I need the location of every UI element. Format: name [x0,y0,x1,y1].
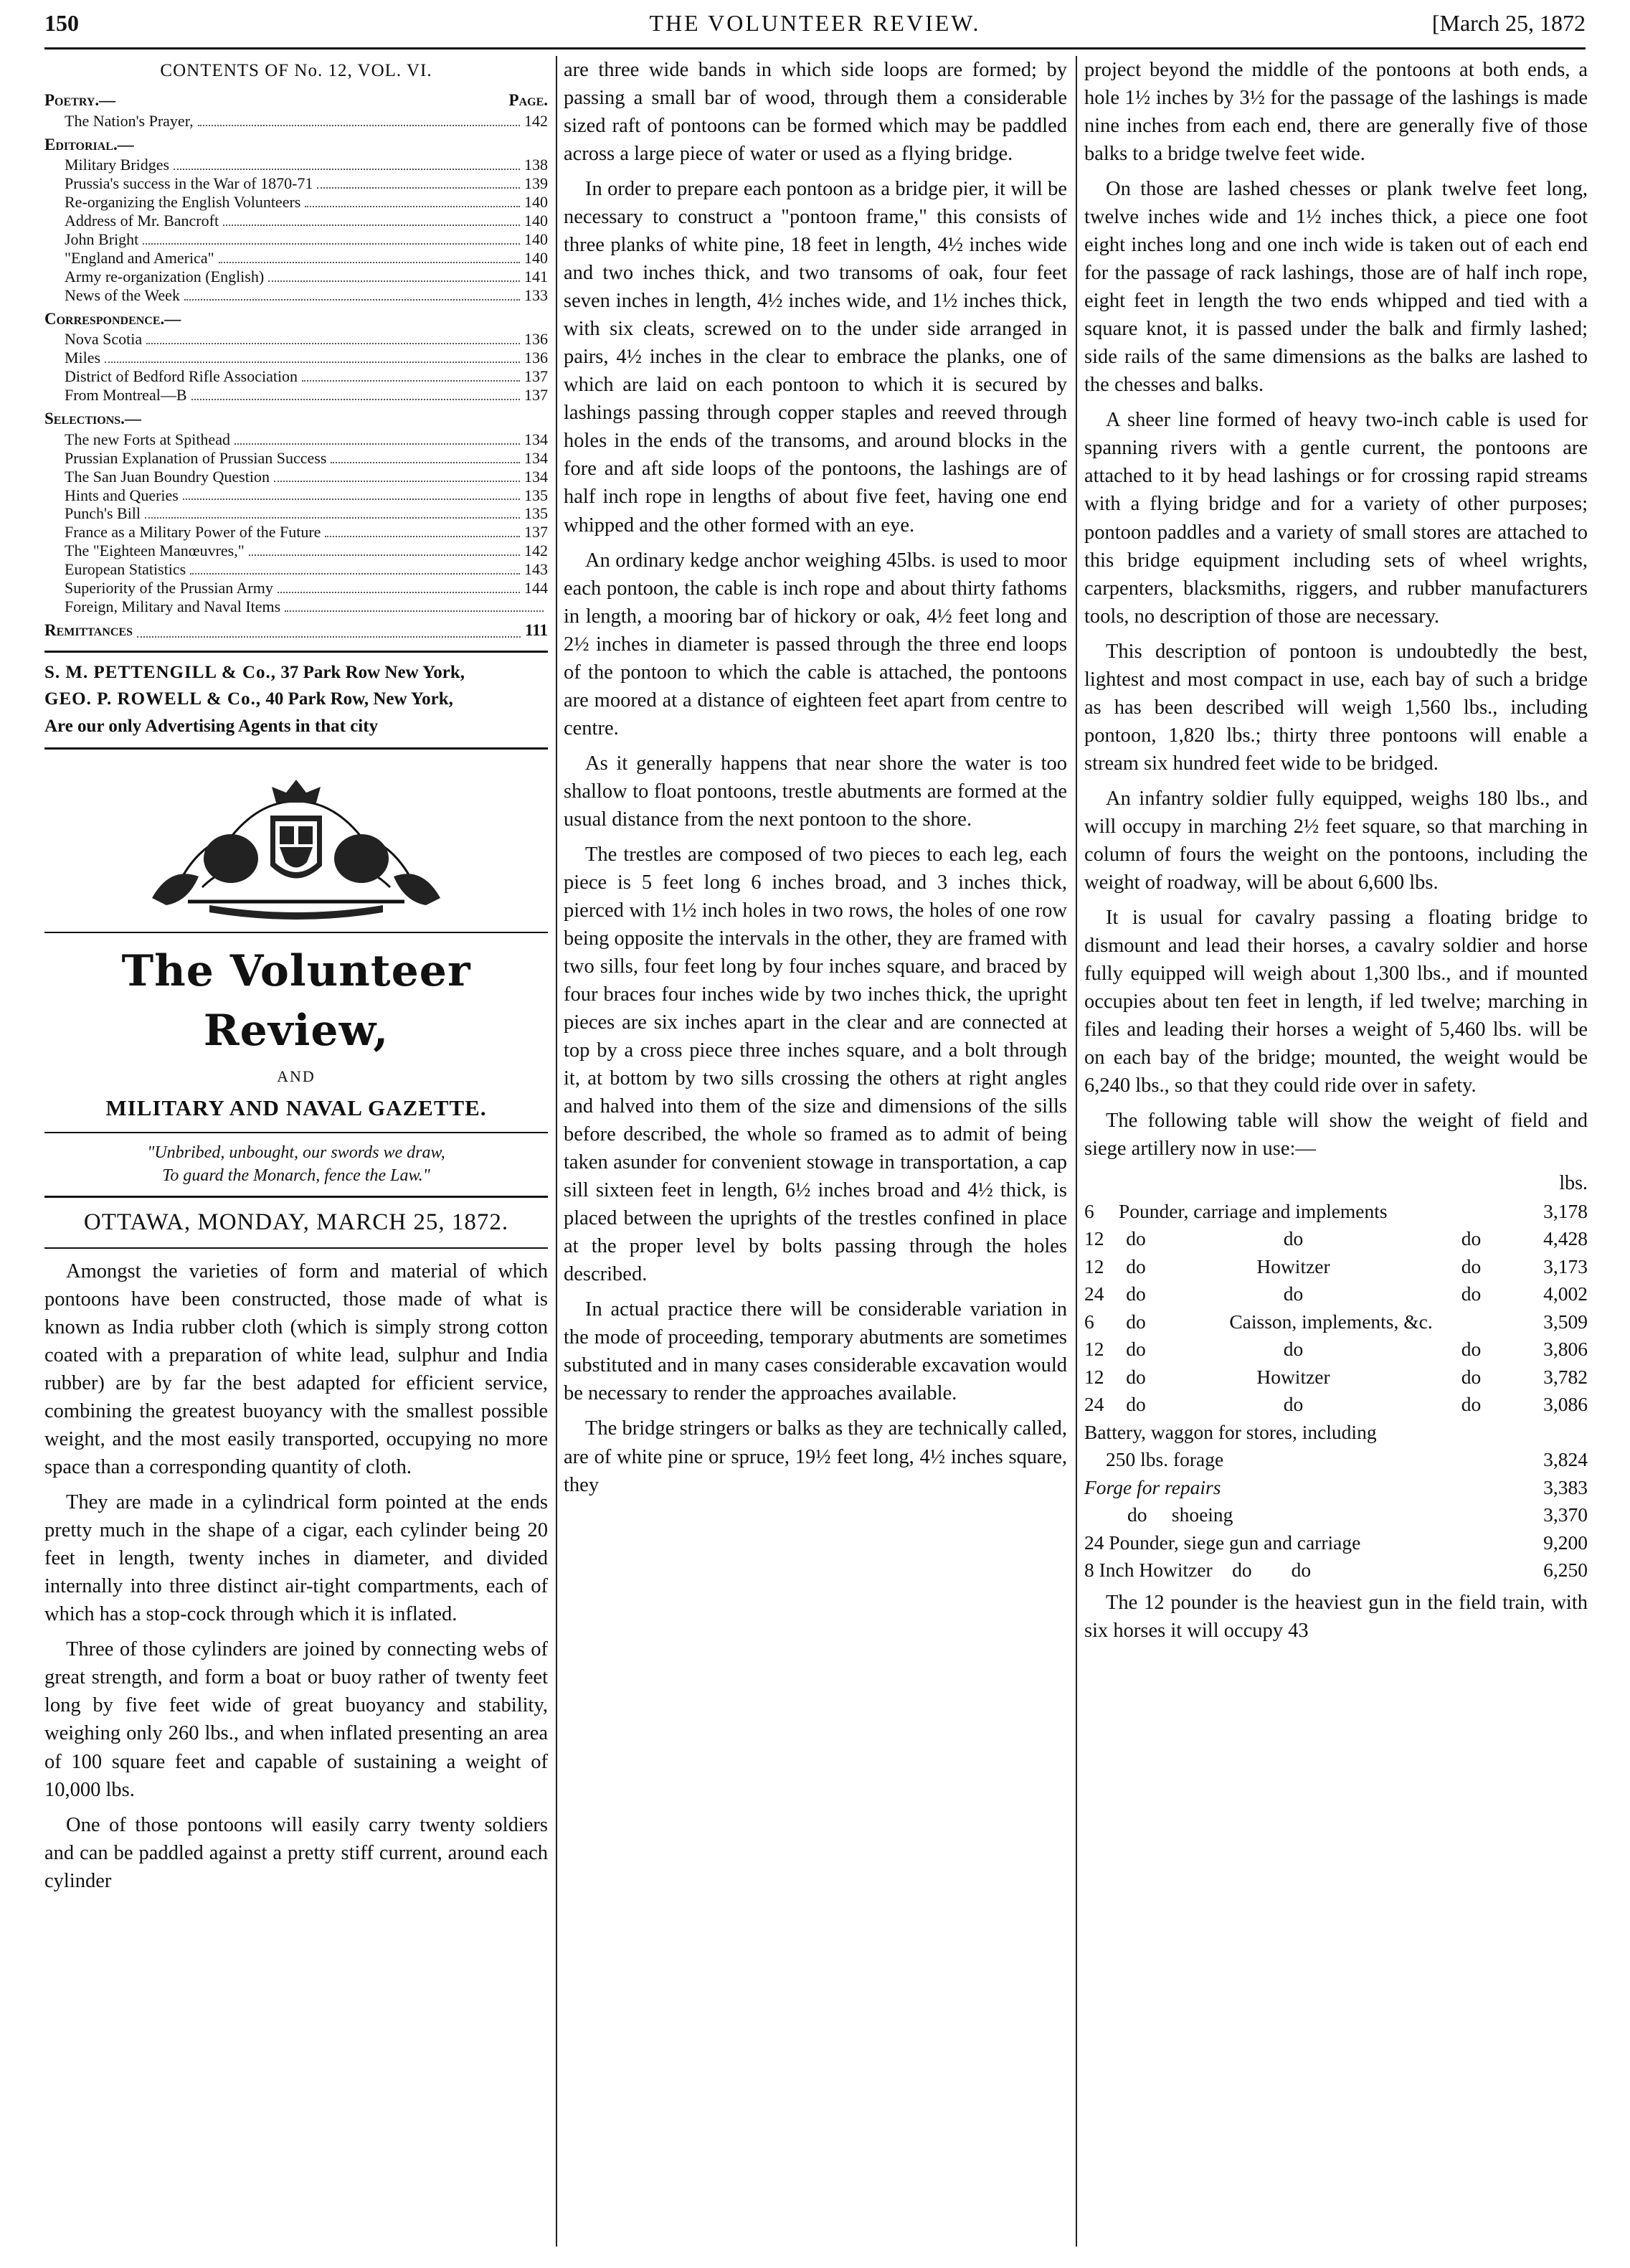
table-cell: do [1283,1282,1304,1305]
paragraph: Amongst the varieties of form and material of which pontoons have been constructed, those made of what is known as India rubber cloth (which is simply strong cotton coated with a preparation of white lead, sulphur and India rubber) are by far the best adapted for efficient service, combining the greatest buoyancy with the smallest possible weight, and the most easily transported, occupying no more space than a corresponding quantity of cloth. [44,1260,548,1479]
column-1 [44,56,548,2254]
table-cell: 3,383 [1543,1475,1588,1498]
artillery-weights-table [1084,1198,1588,1584]
table-cell: Caisson, implements, &c. [1229,1310,1433,1333]
toc-entry [44,560,548,579]
table-row [1084,1391,1588,1419]
leader-dots [190,560,520,575]
toc-entry-title: Hints and Queries [65,486,179,504]
table-cell: do [1283,1393,1304,1416]
column-3 [1084,56,1588,2254]
toc-entry-page: 134 [524,448,548,467]
section-rule [44,1196,548,1198]
table-cell: 4,002 [1543,1282,1588,1305]
paragraph: are three wide bands in which side loops are formed; by passing a small bar of wood, through them a considerable sized raft of pontoons can be formed which may be paddled across a large piece of water or used as a flying bridge. [564,59,1067,166]
agents-note: Are our only Advertising Agents in that city [44,717,379,737]
table-cell: do [1126,1255,1146,1277]
table-cell: do [1461,1365,1482,1388]
toc-entry-title: News of the Week [65,285,180,304]
editorial-body [44,1257,548,1895]
toc-entry [44,268,548,286]
masthead-and: AND [277,1067,316,1085]
leader-dots [105,349,520,363]
toc-entry-page: 138 [524,156,548,174]
toc-entry-page: 142 [524,542,548,560]
toc-entry-title: Address of Mr. Bancroft [65,212,219,230]
table-row [1084,1225,1588,1253]
toc-entry [44,249,548,268]
agent-pettengill [44,661,548,684]
toc-entry-title: Prussian Explanation of Prussian Success [65,448,327,467]
toc-entry [44,542,548,560]
table-row [1084,1336,1588,1364]
toc-entry-page: 140 [524,212,548,230]
toc-entry-page: 135 [524,504,548,523]
leader-dots [174,156,520,170]
toc-entry-title: Punch's Bill [65,504,141,523]
motto-line: "Unbribed, unbought, our swords we draw, [147,1143,445,1163]
table-cell: do [1461,1393,1482,1416]
crest-icon [44,758,548,923]
section-rule [44,651,548,653]
leader-dots [223,212,520,226]
toc-entry-title: John Bright [65,230,139,249]
table-cell: 12 [1084,1365,1104,1388]
agent-address: 37 Park Row New York, [280,662,465,682]
table-cell: 3,782 [1543,1365,1588,1388]
toc-section-label: Selections.— [44,410,141,428]
toc-entry-page: 143 [524,560,548,579]
table-cell: do [1283,1227,1304,1250]
toc-entry-title: The Nation's Prayer, [65,111,194,130]
toc-entry-title: Prussia's success in the War of 1870-71 [65,174,313,193]
table-cell: do [1461,1255,1482,1277]
toc-entry-page: 140 [524,193,548,212]
paragraph: The bridge stringers or balks as they are technically called, are of white pine or spruce, 19½ feet long, 4½ inches square, they [564,1417,1067,1496]
issue-date: [March 25, 1872 [1431,10,1586,36]
toc-entry [44,430,548,449]
toc-remittances-page: 111 [525,621,548,640]
leader-dots [143,230,520,245]
table-cell: 250 lbs. forage [1106,1448,1224,1471]
section-rule [44,747,548,750]
toc-entry-title: Army re-organization (English) [65,267,265,285]
paragraph: In actual practice there will be considerable variation in the mode of proceeding, temporary abutments are sometimes substituted and in many cases considerable excavation would be necessary to render the approaches available. [564,1298,1067,1405]
table-row [1084,1280,1588,1308]
toc-entry-page: 134 [524,430,548,448]
paragraph: As it generally happens that near shore the water is too shallow to float pontoons, trestle abutments are formed at the usual distance from the next pontoon to the shore. [564,752,1067,831]
table-cell: 3,509 [1543,1310,1588,1333]
toc-entry-page: 136 [524,349,548,367]
paragraph: It is usual for cavalry passing a floating bridge to dismount and lead their horses, a cavalry soldier and horse fully equipped will weigh about 1,300 lbs., and if mounted occupies about ten feet in length, if led twelve; marching in files and leading their horses a weight of 5,460 lbs. will be on each bay of the bridge; mounted, the weight would be 6,240 lbs., so that they could ride over in safety. [1084,906,1588,1097]
paragraph: An ordinary kedge anchor weighing 45lbs. is used to moor each pontoon, the cable is inch rope and about thirty fathoms in length, a mooring bar of hickory or oak, 4½ feet long and 2½ inches in diameter is passed through the three end loops of the pontoon to which the cable is attached, the pontoons are moored at a distance of eighteen feet apart from centre to centre. [564,549,1067,740]
leader-dots [146,330,520,344]
table-cell: 6 [1084,1199,1094,1222]
toc-entry [44,112,548,131]
weights-table-body [1084,1198,1588,1419]
toc-entry-title: Nova Scotia [65,330,143,349]
toc-remittances-label: Remittances [44,621,133,640]
toc-entry-page: 137 [524,367,548,386]
motto-line: To guard the Monarch, fence the Law." [162,1166,430,1185]
toc-entry-title: The "Eighteen Manœuvres," [65,542,245,560]
toc-entry [44,349,548,367]
table-cell: 3,178 [1543,1199,1588,1222]
toc-entry [44,212,548,230]
toc-entry-page: 140 [524,230,548,249]
paragraph: project beyond the middle of the pontoons at both ends, a hole 1½ inches by 3½ for the passage of the lashings is made nine inches from each end, there are generally five of those balks to a bridge twelve feet wide. [1084,59,1588,166]
leader-dots [278,579,520,593]
toc-entry-title: Superiority of the Prussian Army [65,579,273,597]
agent-name: GEO. P. ROWELL & Co., [44,689,262,709]
leader-dots [145,504,520,519]
toc-section-label: Editorial.— [44,135,134,153]
table-cell: 3,086 [1543,1393,1588,1416]
leader-dots [331,449,520,463]
table-cell: do [1283,1338,1304,1361]
toc-section-label: Correspondence.— [44,309,181,328]
table-cell: 3,370 [1543,1503,1588,1526]
table-cell: 12 [1084,1338,1104,1361]
table-cell: do [1126,1282,1146,1305]
table-cell: do [1461,1227,1482,1250]
toc-entry-page: 134 [524,467,548,486]
leader-dots [249,542,520,556]
table-cell: do shoeing [1127,1503,1233,1526]
table-cell: Forge for repairs [1084,1475,1221,1498]
table-row [1084,1308,1588,1336]
toc-entry-page: 139 [524,174,548,193]
table-row [1084,1446,1588,1474]
page-column-label: Page. [508,91,548,110]
toc-entry-page: 142 [524,111,548,130]
toc-entry-page: 141 [524,267,548,285]
table-cell: 24 Pounder, siege gun and carriage [1084,1531,1361,1554]
table-row [1084,1364,1588,1391]
leader-dots [191,386,521,400]
toc-entry-title: The new Forts at Spithead [65,430,230,448]
table-cell: do [1126,1338,1146,1361]
toc-entry-title: District of Bedford Rifle Association [65,367,298,386]
royal-coat-of-arms-image [44,758,548,923]
table-row [1084,1419,1588,1447]
toc-entry-page: 133 [524,285,548,304]
table-cell: Battery, waggon for stores, including [1084,1420,1377,1443]
toc-entry-title: "England and America" [65,248,214,267]
table-cell: do [1126,1365,1146,1388]
agent-name: S. M. PETTENGILL & Co., [44,662,277,682]
leader-dots [274,468,520,482]
toc-entry [44,193,548,212]
masthead-motto [44,1142,548,1186]
header-rule [44,47,1586,49]
toc-entry [44,330,548,349]
paragraph: They are made in a cylindrical form pointed at the ends pretty much in the shape of a cigar, each cylinder being 20 feet in length, twenty inches in diameter, and divided internally into three distinct air-tight compartments, each of which has a stop-cock through which it is inflated. [44,1491,548,1626]
paragraph: The trestles are composed of two pieces to each leg, each piece is 5 feet long 6 inches broad, and 3 inches thick, pierced with 1½ inch holes in two rows, the holes of one row being opposite the intervals in the other, they are framed with two sills, four feet long by four inches square, and braced by four braces four inches wide by two inches thick, the upright pieces are six inches apart in the clear and are connected at top by a cross piece three inches square, and a bolt through it, at bottom by two sills crossing the others at right angles and halved into them of the size and dimensions of the sills before described, the whole so framed as to admit of being taken asunder for convenient stowage in transportation, a cap sill sixteen feet in length, 6½ inches broad and 4½ thick, is placed between the uprights of the trestles confined in place at the proper level by bolts passing through the holes described. [564,843,1067,1286]
toc-entry [44,523,548,542]
column-2 [564,56,1067,2254]
toc-entry-page: 136 [524,330,548,349]
table-cell: Howitzer [1256,1255,1330,1277]
table-cell: 12 [1084,1227,1104,1250]
paragraph: An infantry soldier fully equipped, weighs 180 lbs., and will occupy in marching 2½ feet square, so that marching in column of fours the weight on the pontoons, including the weight of roadway, will be about 6,600 lbs. [1084,787,1588,894]
table-cell: 3,824 [1543,1448,1588,1471]
paragraph: This description of pontoon is undoubtedly the best, lightest and most compact in use, each bay of such a bridge as has been described will weigh 1,560 lbs., including pontoon, 1,820 lbs.; thirty three pontoons will enable a stream six hundred feet wide to be bridged. [1084,640,1588,775]
toc-entry [44,156,548,174]
leader-dots [198,112,520,126]
table-cell: 6,250 [1543,1559,1588,1582]
toc-entry [44,386,548,405]
toc-entry [44,230,548,249]
leader-dots [302,367,520,382]
section-rule [44,1247,548,1249]
toc-entry-title: Re-organizing the English Volunteers [65,193,301,212]
leader-dots [317,174,520,189]
table-row [1084,1556,1588,1584]
table-cell: do [1461,1338,1482,1361]
table-row [1084,1198,1588,1226]
toc-entry [44,286,548,305]
table-cell: 3,173 [1543,1255,1588,1277]
toc-entry [44,449,548,468]
leader-dots [219,249,520,263]
toc-entry [44,174,548,193]
toc-entry-title: European Statistics [65,560,186,579]
contents-header-row [44,89,548,112]
toc-entry [44,367,548,386]
toc-entry-title: Miles [65,349,101,367]
leader-dots [325,523,520,537]
paragraph: The following table will show the weight of field and siege artillery now in use:— [1084,1110,1588,1161]
contents-title: CONTENTS OF No. 12, VOL. VI. [160,61,432,80]
table-row [1084,1501,1588,1529]
leader-dots [305,193,520,207]
leader-dots [183,486,520,501]
toc-entry [44,579,548,597]
toc-entry-page: 135 [524,486,548,504]
toc-entry-page: 140 [524,248,548,267]
agent-rowell [44,688,548,710]
paragraph: In order to prepare each pontoon as a bridge pier, it will be necessary to construct a "pontoon frame," this consists of three planks of white pine, 18 feet in length, 4½ inches wide and two inches thick, and two transoms of oak, four feet seven inches in length, 4½ inches wide, and 1½ inches thick, with six cleats, screwed on to the under side arranged in pairs, 4½ inches in the clear to embrace the planks, one of which are laid on each pontoon to which it is secured by lashings passing through copper staples and reeved through holes in the ends of the transoms, and around blocks in the fore and aft side loops of the pontoons, the lashings are of half inch rope in lengths of about five feet, having one end whipped and the other formed with an eye. [564,178,1067,537]
table-of-contents [44,89,548,616]
leader-dots [268,268,520,282]
masthead-subtitle: MILITARY AND NAVAL GAZETTE. [105,1095,487,1120]
toc-entry [44,597,548,616]
toc-section-label: Poetry.— [44,91,116,110]
leader-dots [184,286,520,301]
toc-entry-title: Foreign, Military and Naval Items [65,597,281,616]
section-rule [44,932,548,933]
dateline: OTTAWA, MONDAY, MARCH 25, 1872. [83,1209,509,1235]
column-rule [1076,56,1077,2246]
table-cell: do [1126,1310,1146,1333]
weights-unit: lbs. [1559,1172,1588,1195]
table-cell: 4,428 [1543,1227,1588,1250]
toc-entry-title: France as a Military Power of the Future [65,523,321,542]
paragraph: The 12 pounder is the heaviest gun in the field train, with six horses it will occupy 43 [1084,1591,1588,1642]
table-cell: do [1461,1282,1482,1305]
leader-dots [234,430,520,445]
table-cell: 24 [1084,1282,1104,1305]
journal-title: THE VOLUNTEER REVIEW. [649,10,981,36]
toc-entry [44,504,548,523]
column-rule [556,56,557,2246]
paragraph: A sheer line formed of heavy two-inch cable is used for spanning rivers with a gentle current, the pontoons are attached to it by head lashings or for crossing rapid streams with a flying bridge and for a variety of other purposes; pontoon paddles and a variety of small stores are attached to this bridge equipment including sets of wheel wrights, carpenters, blacksmiths, riggers, and rubber manufacturers tools, no description of those are necessary. [1084,409,1588,628]
toc-entry-page: 137 [524,523,548,542]
toc-entry [44,468,548,486]
running-head [44,10,1586,43]
table-cell: Howitzer [1256,1365,1330,1388]
toc-entry-page: 137 [524,386,548,405]
toc-remittances [44,619,548,642]
paragraph: On those are lashed chesses or plank twelve feet long, twelve inches wide and 1½ inches thick, a piece one foot eight inches long and one inch wide is taken out of each end for the passage of rack lashings, those are of half inch rope, eight feet in length the two ends whipped and tied with a square knot, it is passed under the balk and firmly lashed; side rails of the same dimensions as the balks are lashed to the chesses and balks. [1084,178,1588,397]
table-row [1084,1474,1588,1502]
paragraph: Three of those cylinders are joined by connecting webs of great strength, and form a boat or buoy rather of twenty feet long by five feet wide of great buoyancy and stability, weighing only 260 lbs., and when inflated presenting an area of 100 square feet and capable of sustaining a weight of 10,000 lbs. [44,1638,548,1801]
leader-dots [137,619,521,638]
leader-dots [285,597,544,612]
agent-address: 40 Park Row, New York, [265,689,453,709]
toc-entry-title: The San Juan Boundry Question [65,467,270,486]
table-cell: 12 [1084,1255,1104,1277]
toc-entry-title: From Montreal—B [65,386,187,405]
paragraph: One of those pontoons will easily carry twenty soldiers and can be paddled against a pretty stiff current, around each cylinder [44,1813,548,1892]
table-cell: do [1126,1227,1146,1250]
table-cell: 24 [1084,1393,1104,1416]
table-cell: 9,200 [1543,1531,1588,1554]
table-row [1084,1529,1588,1557]
toc-entry-title: Military Bridges [65,156,170,174]
table-cell: 6 [1084,1310,1094,1333]
weights-table-extra [1084,1419,1588,1584]
section-rule [44,1132,548,1133]
page-number: 150 [44,10,79,36]
masthead-title: The Volunteer Review, [121,946,471,1056]
toc-entry [44,486,548,505]
table-row [1084,1253,1588,1281]
table-cell: Pounder, carriage and implements [1119,1199,1388,1222]
table-cell: 8 Inch Howitzer do do [1084,1559,1312,1582]
toc-entry-page: 144 [524,579,548,597]
table-cell: 3,806 [1543,1338,1588,1361]
table-cell: do [1126,1393,1146,1416]
